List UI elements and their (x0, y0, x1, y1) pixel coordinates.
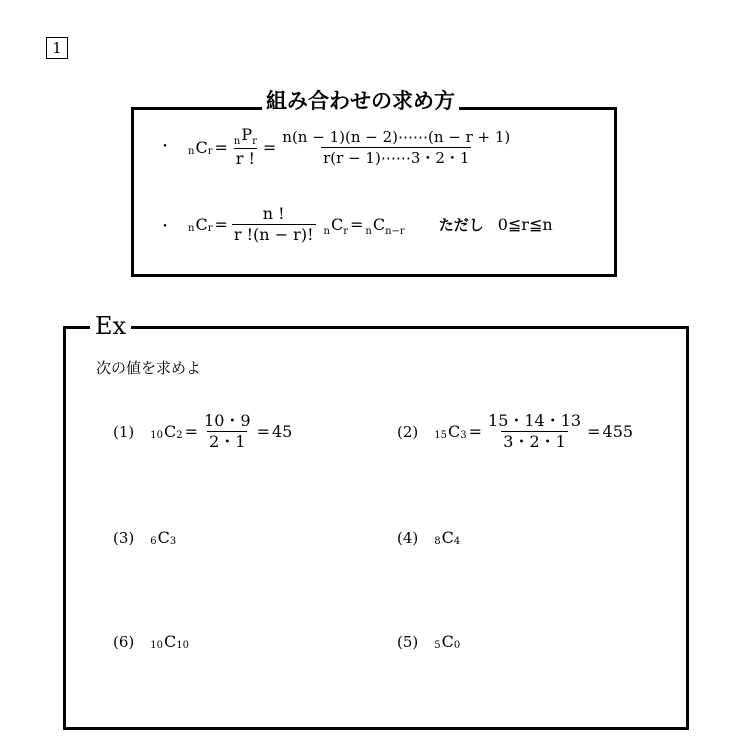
f1-lhs-main: C (195, 137, 208, 157)
f2-c2-sub: r (343, 226, 348, 237)
problem-2-eq-1: = (468, 422, 483, 441)
problem-6-pre: 10 (150, 640, 163, 651)
f2-c3-pre: n (365, 226, 372, 237)
problem-1-eq-2: = (256, 422, 270, 441)
problem-4-label: (4) (397, 528, 419, 547)
problem-5-main: C (441, 632, 454, 651)
problem-1-den: 2・1 (209, 432, 246, 451)
f2-frac-num: n ! (262, 204, 285, 223)
f2-c3-sub: n−r (385, 226, 405, 237)
problem-2-eq-2: = (587, 422, 601, 441)
f1-frac-2-den: r(r − 1)⋯⋯3・2・1 (323, 148, 470, 167)
problem-6-main: C (163, 632, 177, 651)
problem-1-eq-1: = (184, 422, 199, 441)
problem-1 (113, 412, 292, 451)
problem-1-result: 45 (271, 422, 293, 441)
f2-c2-pre: n (323, 226, 330, 237)
f1-lhs-sub: r (207, 145, 213, 157)
f2-c3 (365, 215, 405, 237)
f2-c2 (323, 215, 348, 237)
problem-5 (397, 632, 460, 651)
problem-1-main: C (163, 422, 177, 441)
f2-frac-den: r !(n − r)! (233, 225, 314, 244)
problem-2 (397, 412, 633, 451)
problem-2-frac (486, 412, 583, 451)
problem-3-sub: 3 (169, 536, 177, 547)
problem-3-main: C (157, 528, 170, 547)
f2-c3-main: C (372, 215, 386, 234)
f2-lhs-main: C (195, 215, 208, 234)
f2-lhs-sub: r (207, 223, 213, 234)
formula-1 (188, 126, 514, 168)
problem-number: 1 (46, 37, 68, 59)
problem-1-sub: 2 (176, 430, 183, 441)
problem-2-main: C (447, 422, 461, 441)
example-instruction: 次の値を求めよ (96, 359, 202, 377)
problem-6-sub: 10 (176, 640, 189, 651)
problem-6 (113, 632, 189, 651)
problem-2-num: 15・14・13 (488, 411, 582, 430)
f2-lhs-pre: n (188, 223, 195, 234)
f2-c2-main: C (330, 215, 344, 234)
problem-3-label: (3) (113, 528, 135, 547)
problem-2-den: 3・2・1 (503, 432, 566, 451)
f1-frac-2 (280, 128, 512, 167)
f1-lhs-pre: n (188, 145, 195, 157)
f2-frac (232, 205, 316, 244)
f2-eq-1: = (214, 215, 228, 234)
problem-5-label: (5) (397, 632, 419, 651)
problem-1-pre: 10 (150, 430, 163, 441)
f1-eq-1: = (214, 137, 228, 157)
problem-5-pre: 5 (434, 640, 441, 651)
problem-2-sub: 3 (460, 430, 467, 441)
problem-4 (397, 528, 460, 547)
example-title: Ex (90, 310, 131, 342)
bullet-1: ・ (158, 139, 172, 155)
f1-eq-2: = (262, 137, 277, 157)
f1-frac-1-num (232, 126, 259, 148)
f1-frac-2-num: n(n − 1)(n − 2)⋯⋯(n − r + 1) (282, 127, 511, 146)
f2-eq-2: = (349, 215, 364, 234)
condition-label: ただし (438, 216, 484, 234)
f1-p-sub: r (252, 136, 257, 147)
condition: 0≦r≦n (497, 215, 553, 234)
problem-4-pre: 8 (434, 536, 441, 547)
problem-3-pre: 6 (150, 536, 157, 547)
problem-5-sub: 0 (453, 640, 461, 651)
f1-frac-1-den: r ! (235, 149, 255, 168)
problem-1-label: (1) (113, 422, 135, 441)
f1-frac-1 (232, 126, 259, 168)
problem-2-result: 455 (602, 422, 634, 441)
problem-1-frac (202, 412, 253, 451)
bullet-2: ・ (158, 219, 172, 235)
problem-4-sub: 4 (453, 536, 461, 547)
problem-6-label: (6) (113, 632, 135, 651)
formula-2 (188, 205, 553, 244)
problem-2-label: (2) (397, 422, 419, 441)
f1-p-pre: n (233, 136, 241, 147)
problem-4-main: C (441, 528, 454, 547)
problem-2-pre: 15 (434, 430, 447, 441)
problem-1-num: 10・9 (204, 411, 251, 430)
formula-title: 組み合わせの求め方 (262, 86, 459, 116)
f1-p-main: P (241, 125, 253, 144)
problem-3 (113, 528, 176, 547)
